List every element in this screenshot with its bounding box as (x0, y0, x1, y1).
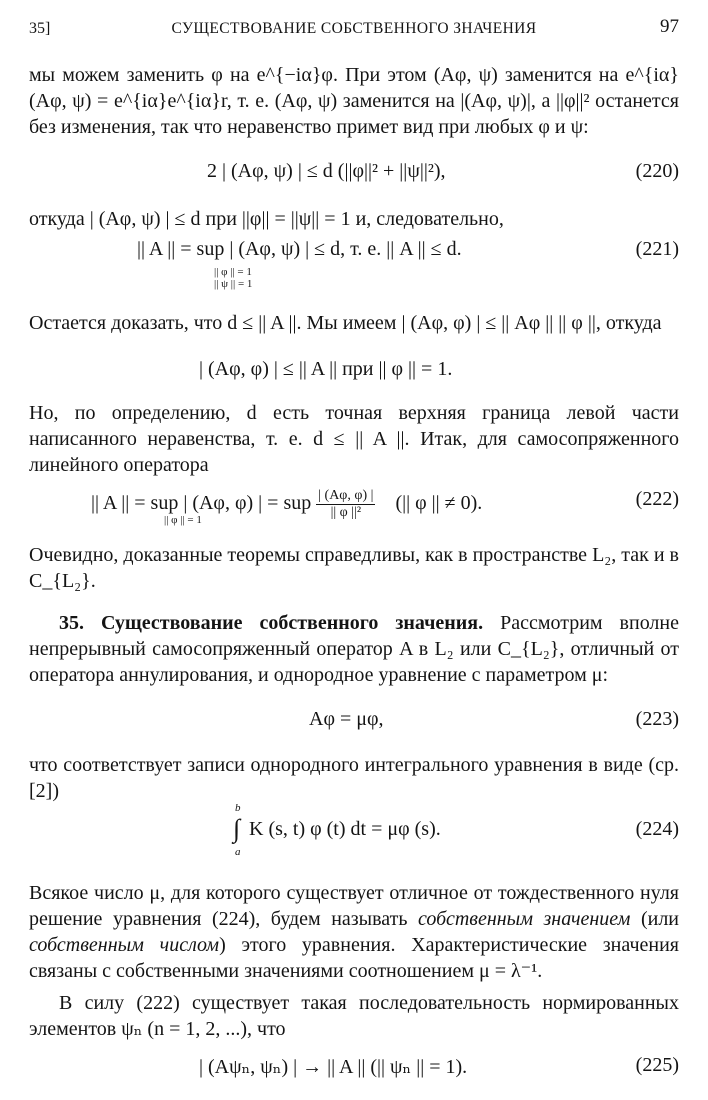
paragraph-4: Очевидно, доказанные теоремы справедливы, как в пространстве L₂, так и в C_{L₂}. (29, 544, 679, 592)
equation-222-condition: (|| φ || ≠ 0). (395, 492, 483, 515)
integral-upper-limit: b (235, 802, 241, 814)
equation-225-formula: | (Aψₙ, ψₙ) | → || A || (|| ψₙ || = 1). (199, 1056, 468, 1078)
equation-221 (29, 238, 679, 290)
equation-224-formula: K (s, t) φ (t) dt = μφ (s). (249, 818, 441, 840)
equation-225 (29, 1054, 679, 1084)
paragraph-6-text-c: ) этого уравнения. Характеристические значения связаны с собственными значениями соотношением μ = λ⁻¹. (29, 934, 680, 982)
term-eigen-number: собственным числом (29, 934, 220, 956)
equation-221-sub-psi: || ψ || = 1 (214, 278, 253, 290)
section-35 (29, 610, 679, 688)
paragraph-3: Но, по определению, d есть точная верхняя граница левой части написанного неравенства, т. е. d ≤ || A ||. Итак, для самосопряженного линейного оператора (29, 402, 679, 476)
integral-sign: ∫ (233, 814, 241, 843)
equation-221-sub-phi: || φ || = 1 (214, 266, 252, 278)
line-otkuda: откуда | (Aφ, ψ) | ≤ d при ||φ|| = ||ψ|| = 1 и, следовательно, (29, 208, 504, 230)
paragraph-5: что соответствует записи однородного интегрального уравнения в виде (ср. [2]) (29, 754, 679, 802)
equation-225-number: (225) (635, 1054, 679, 1076)
term-eigenvalue: собственным значением (418, 908, 631, 930)
equation-222-fraction-denominator: || φ ||² (330, 505, 362, 520)
equation-220-number: (220) (635, 160, 679, 182)
equation-224-number: (224) (635, 818, 679, 840)
equation-unnumbered-formula: | (Aφ, φ) | ≤ || A || при || φ || = 1. (199, 358, 453, 380)
equation-222-formula (91, 488, 482, 521)
equation-222 (29, 488, 679, 526)
equation-224 (29, 802, 679, 858)
section-35-text: Рассмотрим вполне непрерывный самосопряженный оператор A в L₂ или C_{L₂}, отличный от оператора аннулирования, и однородное уравнение с параметром μ: (29, 612, 679, 686)
section-35-heading: 35. Существование собственного значения. (59, 612, 484, 634)
equation-222-fraction-numerator: | (Aφ, φ) | (318, 488, 374, 503)
running-header (29, 14, 679, 40)
equation-221-formula: || A || = sup | (Aφ, ψ) | ≤ d, т. е. || A || ≤ d. (137, 238, 462, 260)
equation-223 (29, 708, 679, 738)
section-marker: 35] (29, 20, 51, 37)
paragraph-6 (29, 880, 679, 984)
equation-222-fraction (316, 488, 375, 521)
equation-unnumbered (29, 358, 679, 388)
equation-220-formula: 2 | (Aφ, ψ) | ≤ d (||φ||² + ||ψ||²), (207, 160, 446, 182)
equation-221-number: (221) (635, 238, 679, 260)
integral-lower-limit: a (235, 846, 241, 858)
paragraph-6-text-b: (или (640, 908, 679, 930)
paragraph-1: мы можем заменить φ на e^{−iα}φ. При этом (Aφ, ψ) заменится на e^{iα}(Aφ, ψ) = e^{iα}e^{iα}r, т. е. (Aφ, ψ) заменится на |(Aφ, ψ)|, а ||φ||² останется без изменения, так что неравенство примет вид при любых φ и ψ: (29, 64, 679, 138)
equation-220 (29, 160, 679, 190)
page-number: 97 (660, 16, 679, 37)
equation-222-number: (222) (635, 488, 679, 510)
paragraph-2: Остается доказать, что d ≤ || A ||. Мы имеем | (Aφ, φ) | ≤ || Aφ || || φ ||, откуда (29, 312, 662, 334)
equation-223-number: (223) (635, 708, 679, 730)
equation-222-sub: || φ || = 1 (164, 514, 202, 526)
equation-222-left: || A || = sup | (Aφ, φ) | = sup (91, 492, 312, 515)
paragraph-6-text-a: Всякое число μ, для которого существует отличное от тождественного нуля решение уравнения (224), будем называть (29, 882, 679, 930)
equation-223-formula: Aφ = μφ, (309, 708, 384, 730)
running-title: СУЩЕСТВОВАНИЕ СОБСТВЕННОГО ЗНАЧЕНИЯ (171, 20, 537, 37)
paragraph-7: В силу (222) существует такая последовательность нормированных элементов ψₙ (n = 1, 2, ...), что (29, 992, 679, 1040)
